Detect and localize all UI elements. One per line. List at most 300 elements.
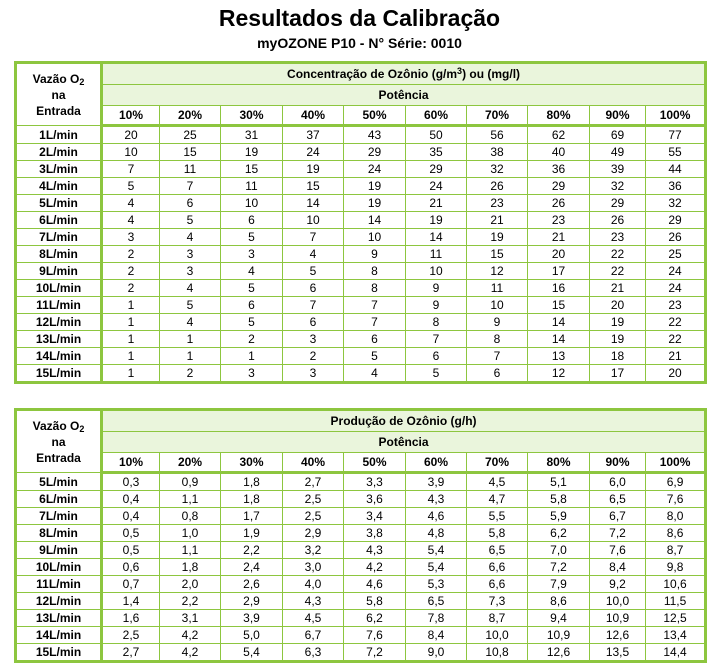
power-column-header: 90% <box>590 453 646 473</box>
table-cell: 7,2 <box>344 644 406 662</box>
table-cell: 4,0 <box>283 576 344 593</box>
table-cell: 69 <box>590 126 646 144</box>
table-cell: 39 <box>590 161 646 178</box>
table-row <box>16 178 706 195</box>
table-cell: 14 <box>283 195 344 212</box>
table-row <box>16 593 706 610</box>
table-cell: 5 <box>221 229 283 246</box>
page-subtitle: myOZONE P10 - N° Série: 0010 <box>257 35 462 51</box>
production-header: Produção de Ozônio (g/h) <box>102 410 706 432</box>
table-cell: 1 <box>102 331 160 348</box>
table-cell: 3 <box>160 246 221 263</box>
table-cell: 36 <box>528 161 590 178</box>
flow-header: Vazão $O_2$ na Entrada <box>16 410 102 473</box>
concentration-table <box>14 61 707 384</box>
table-cell: 23 <box>590 229 646 246</box>
table-row <box>16 212 706 229</box>
table-cell: 1,4 <box>102 593 160 610</box>
table-cell: 2 <box>102 263 160 280</box>
table-cell: 5 <box>221 280 283 297</box>
table-cell: 10,8 <box>467 644 528 662</box>
table-row <box>16 525 706 542</box>
table-cell: 1 <box>102 297 160 314</box>
table-cell: 14 <box>344 212 406 229</box>
table-cell: 3,4 <box>344 508 406 525</box>
table-row <box>16 365 706 383</box>
power-column-header: 30% <box>221 106 283 126</box>
table-row <box>16 610 706 627</box>
table-cell: 4 <box>283 246 344 263</box>
table-cell: 7 <box>344 314 406 331</box>
table-cell: 25 <box>646 246 706 263</box>
table-cell: 1,9 <box>221 525 283 542</box>
table-cell: 29 <box>528 178 590 195</box>
table-cell: 7,2 <box>590 525 646 542</box>
table-cell: 55 <box>646 144 706 161</box>
table-cell: 3 <box>221 365 283 383</box>
table-row <box>16 280 706 297</box>
flow-rate-label: 14L/min <box>16 627 102 644</box>
table-cell: 10 <box>221 195 283 212</box>
table-cell: 5,8 <box>528 491 590 508</box>
table-cell: 7,9 <box>528 576 590 593</box>
table-cell: 9,4 <box>528 610 590 627</box>
flow-rate-label: 4L/min <box>16 178 102 195</box>
table-cell: 36 <box>646 178 706 195</box>
table-cell: 26 <box>467 178 528 195</box>
table-cell: 3 <box>221 246 283 263</box>
flow-rate-label: 10L/min <box>16 559 102 576</box>
table-cell: 3,8 <box>344 525 406 542</box>
table-cell: 8,6 <box>528 593 590 610</box>
table-row <box>16 144 706 161</box>
table-cell: 10 <box>283 212 344 229</box>
table-row <box>16 161 706 178</box>
table-cell: 15 <box>160 144 221 161</box>
table-cell: 23 <box>467 195 528 212</box>
table-cell: 32 <box>590 178 646 195</box>
table-cell: 4 <box>344 365 406 383</box>
table-cell: 38 <box>467 144 528 161</box>
table-row <box>16 314 706 331</box>
table-row <box>16 473 706 491</box>
table-cell: 8 <box>406 314 467 331</box>
power-column-header: 10% <box>102 106 160 126</box>
table-cell: 7 <box>160 178 221 195</box>
table-cell: 6 <box>160 195 221 212</box>
table-cell: 9,2 <box>590 576 646 593</box>
table-cell: 19 <box>406 212 467 229</box>
table-cell: 20 <box>102 126 160 144</box>
table-cell: 19 <box>344 195 406 212</box>
table-cell: 22 <box>646 331 706 348</box>
table-cell: 4 <box>160 280 221 297</box>
table-cell: 7,0 <box>528 542 590 559</box>
table-cell: 1,7 <box>221 508 283 525</box>
table-cell: 5 <box>221 314 283 331</box>
table-cell: 23 <box>646 297 706 314</box>
table-row <box>16 297 706 314</box>
table-cell: 9 <box>406 280 467 297</box>
table-cell: 8 <box>344 280 406 297</box>
table-cell: 3 <box>283 365 344 383</box>
table-cell: 2,7 <box>102 644 160 662</box>
table-cell: 22 <box>590 263 646 280</box>
table-cell: 2,6 <box>221 576 283 593</box>
table-row <box>16 508 706 525</box>
table-cell: 11 <box>160 161 221 178</box>
table-cell: 4,2 <box>160 644 221 662</box>
table-cell: 3 <box>283 331 344 348</box>
table-cell: 21 <box>467 212 528 229</box>
power-column-header: 40% <box>283 106 344 126</box>
table-cell: 14,4 <box>646 644 706 662</box>
table-cell: 19 <box>590 314 646 331</box>
table-cell: 3 <box>160 263 221 280</box>
table-cell: 15 <box>221 161 283 178</box>
table-cell: 2,5 <box>102 627 160 644</box>
table-cell: 21 <box>646 348 706 365</box>
table-cell: 6,0 <box>590 473 646 491</box>
table-cell: 43 <box>344 126 406 144</box>
table-row <box>16 246 706 263</box>
table-cell: 7,6 <box>590 542 646 559</box>
table-cell: 50 <box>406 126 467 144</box>
table-cell: 6 <box>221 297 283 314</box>
flow-rate-label: 8L/min <box>16 525 102 542</box>
table-cell: 15 <box>467 246 528 263</box>
table-cell: 5,9 <box>528 508 590 525</box>
table-cell: 21 <box>590 280 646 297</box>
table-cell: 7 <box>406 331 467 348</box>
power-column-header: 90% <box>590 106 646 126</box>
table-cell: 1,6 <box>102 610 160 627</box>
table-cell: 2,9 <box>221 593 283 610</box>
table-cell: 14 <box>406 229 467 246</box>
table-cell: 2 <box>102 246 160 263</box>
table-cell: 5 <box>344 348 406 365</box>
table-cell: 4 <box>102 212 160 229</box>
table-cell: 2,2 <box>160 593 221 610</box>
power-header: Potência <box>102 85 706 106</box>
table-cell: 5 <box>283 263 344 280</box>
table-cell: 22 <box>646 314 706 331</box>
table-cell: 25 <box>160 126 221 144</box>
table-cell: 24 <box>646 263 706 280</box>
table-cell: 5,4 <box>221 644 283 662</box>
power-header: Potência <box>102 432 706 453</box>
table-cell: 3,0 <box>283 559 344 576</box>
table-cell: 10,0 <box>467 627 528 644</box>
table-cell: 11 <box>467 280 528 297</box>
table-cell: 14 <box>528 314 590 331</box>
table-row <box>16 542 706 559</box>
power-column-header: 20% <box>160 106 221 126</box>
table-cell: 2,4 <box>221 559 283 576</box>
table-cell: 20 <box>646 365 706 383</box>
table-cell: 2,2 <box>221 542 283 559</box>
table-cell: 0,9 <box>160 473 221 491</box>
table-cell: 0,4 <box>102 491 160 508</box>
power-column-header: 60% <box>406 453 467 473</box>
table-cell: 6,5 <box>406 593 467 610</box>
table-cell: 9 <box>467 314 528 331</box>
table-cell: 16 <box>528 280 590 297</box>
table-cell: 19 <box>283 161 344 178</box>
table-cell: 32 <box>646 195 706 212</box>
flow-rate-label: 1L/min <box>16 126 102 144</box>
table-cell: 10,9 <box>528 627 590 644</box>
flow-rate-label: 7L/min <box>16 508 102 525</box>
flow-rate-label: 15L/min <box>16 644 102 662</box>
table-cell: 6,7 <box>283 627 344 644</box>
table-cell: 3,2 <box>283 542 344 559</box>
table-cell: 5,5 <box>467 508 528 525</box>
table-cell: 1,0 <box>160 525 221 542</box>
table-cell: 1 <box>102 365 160 383</box>
power-column-header: 80% <box>528 106 590 126</box>
table-cell: 62 <box>528 126 590 144</box>
table-cell: 5 <box>160 212 221 229</box>
table-cell: 9,8 <box>646 559 706 576</box>
table-cell: 5,1 <box>528 473 590 491</box>
table-cell: 14 <box>528 331 590 348</box>
table-cell: 2,5 <box>283 508 344 525</box>
table-cell: 1,8 <box>221 473 283 491</box>
table-cell: 5,3 <box>406 576 467 593</box>
table-cell: 4 <box>160 229 221 246</box>
flow-rate-label: 13L/min <box>16 610 102 627</box>
table-cell: 4,2 <box>344 559 406 576</box>
table-cell: 8,4 <box>590 559 646 576</box>
table-cell: 20 <box>590 297 646 314</box>
flow-rate-label: 3L/min <box>16 161 102 178</box>
table-cell: 8,6 <box>646 525 706 542</box>
flow-rate-label: 5L/min <box>16 195 102 212</box>
table-cell: 6 <box>467 365 528 383</box>
table-cell: 7,2 <box>528 559 590 576</box>
table-cell: 9 <box>344 246 406 263</box>
table-cell: 1,8 <box>221 491 283 508</box>
table-cell: 1,1 <box>160 542 221 559</box>
flow-rate-label: 12L/min <box>16 593 102 610</box>
table-cell: 4,2 <box>160 627 221 644</box>
table-cell: 2,0 <box>160 576 221 593</box>
table-cell: 7,8 <box>406 610 467 627</box>
table-cell: 4,7 <box>467 491 528 508</box>
table-cell: 6 <box>344 331 406 348</box>
table-cell: 40 <box>528 144 590 161</box>
table-cell: 23 <box>528 212 590 229</box>
flow-rate-label: 11L/min <box>16 576 102 593</box>
table-cell: 1 <box>160 331 221 348</box>
table-cell: 3,9 <box>406 473 467 491</box>
table-cell: 3 <box>102 229 160 246</box>
table-cell: 6,2 <box>344 610 406 627</box>
table-cell: 0,4 <box>102 508 160 525</box>
table-cell: 8 <box>344 263 406 280</box>
table-cell: 37 <box>283 126 344 144</box>
power-column-header: 30% <box>221 453 283 473</box>
table-cell: 4,5 <box>467 473 528 491</box>
power-column-header: 70% <box>467 453 528 473</box>
table-cell: 4 <box>160 314 221 331</box>
table-row <box>16 627 706 644</box>
table-cell: 6,2 <box>528 525 590 542</box>
table-cell: 24 <box>646 280 706 297</box>
table-cell: 8,7 <box>467 610 528 627</box>
table-cell: 17 <box>528 263 590 280</box>
table-cell: 31 <box>221 126 283 144</box>
table-cell: 6,9 <box>646 473 706 491</box>
table-cell: 10 <box>406 263 467 280</box>
power-column-header: 100% <box>646 453 706 473</box>
table-cell: 19 <box>590 331 646 348</box>
flow-rate-label: 14L/min <box>16 348 102 365</box>
table-cell: 9,0 <box>406 644 467 662</box>
table-cell: 6,7 <box>590 508 646 525</box>
table-cell: 1 <box>102 314 160 331</box>
table-cell: 7 <box>344 297 406 314</box>
table-cell: 44 <box>646 161 706 178</box>
power-column-header: 60% <box>406 106 467 126</box>
flow-rate-label: 12L/min <box>16 314 102 331</box>
table-row <box>16 229 706 246</box>
flow-header: Vazão $O_2$ na Entrada <box>16 63 102 126</box>
flow-rate-label: 2L/min <box>16 144 102 161</box>
table-cell: 4 <box>102 195 160 212</box>
table-cell: 6 <box>283 280 344 297</box>
table-cell: 2 <box>160 365 221 383</box>
table-cell: 4,5 <box>283 610 344 627</box>
flow-rate-label: 8L/min <box>16 246 102 263</box>
table-cell: 7,3 <box>467 593 528 610</box>
table-cell: 29 <box>646 212 706 229</box>
table-cell: 13,4 <box>646 627 706 644</box>
table-cell: 19 <box>344 178 406 195</box>
table-cell: 24 <box>344 161 406 178</box>
flow-rate-label: 9L/min <box>16 542 102 559</box>
table-cell: 2,9 <box>283 525 344 542</box>
table-cell: 26 <box>646 229 706 246</box>
table-row <box>16 263 706 280</box>
flow-rate-label: 6L/min <box>16 491 102 508</box>
flow-rate-label: 11L/min <box>16 297 102 314</box>
table-cell: 11,5 <box>646 593 706 610</box>
table-cell: 24 <box>406 178 467 195</box>
table-cell: 5,0 <box>221 627 283 644</box>
table-cell: 11 <box>221 178 283 195</box>
table-cell: 1 <box>221 348 283 365</box>
table-cell: 18 <box>590 348 646 365</box>
power-column-header: 80% <box>528 453 590 473</box>
table-cell: 10,6 <box>646 576 706 593</box>
concentration-header: Concentração de Ozônio $(g/m^3)$ ou (mg/l) <box>102 63 706 85</box>
table-cell: 2,7 <box>283 473 344 491</box>
table-cell: 7,6 <box>646 491 706 508</box>
table-cell: 4,3 <box>344 542 406 559</box>
table-cell: 0,5 <box>102 525 160 542</box>
table-cell: 19 <box>221 144 283 161</box>
table-cell: 77 <box>646 126 706 144</box>
table-row <box>16 576 706 593</box>
table-cell: 10,9 <box>590 610 646 627</box>
table-cell: 29 <box>344 144 406 161</box>
table-cell: 5 <box>160 297 221 314</box>
table-cell: 35 <box>406 144 467 161</box>
table-cell: 13,5 <box>590 644 646 662</box>
table-cell: 6,5 <box>590 491 646 508</box>
table-cell: 5 <box>406 365 467 383</box>
table-cell: 29 <box>406 161 467 178</box>
table-cell: 4,6 <box>344 576 406 593</box>
table-cell: 0,6 <box>102 559 160 576</box>
table-cell: 19 <box>467 229 528 246</box>
table-cell: 21 <box>406 195 467 212</box>
table-cell: 5,8 <box>467 525 528 542</box>
table-cell: 3,6 <box>344 491 406 508</box>
table-row <box>16 331 706 348</box>
power-column-header: 10% <box>102 453 160 473</box>
table-cell: 6 <box>283 314 344 331</box>
table-cell: 13 <box>528 348 590 365</box>
table-cell: 6,5 <box>467 542 528 559</box>
table-cell: 7 <box>283 297 344 314</box>
table-cell: 15 <box>283 178 344 195</box>
table-cell: 2 <box>102 280 160 297</box>
table-cell: 10,0 <box>590 593 646 610</box>
table-cell: 21 <box>528 229 590 246</box>
table-cell: 1 <box>160 348 221 365</box>
table-cell: 2,5 <box>283 491 344 508</box>
table-cell: 12 <box>467 263 528 280</box>
table-cell: 17 <box>590 365 646 383</box>
table-cell: 6,6 <box>467 559 528 576</box>
table-cell: 12,6 <box>528 644 590 662</box>
table-cell: 5 <box>102 178 160 195</box>
table-cell: 8,7 <box>646 542 706 559</box>
table-cell: 6 <box>406 348 467 365</box>
flow-rate-label: 15L/min <box>16 365 102 383</box>
table-cell: 4,3 <box>283 593 344 610</box>
table-cell: 10 <box>467 297 528 314</box>
table-cell: 1 <box>102 348 160 365</box>
table-cell: 8,4 <box>406 627 467 644</box>
table-cell: 4 <box>221 263 283 280</box>
table-cell: 5,8 <box>344 593 406 610</box>
table-cell: 12,5 <box>646 610 706 627</box>
table-cell: 22 <box>590 246 646 263</box>
table-cell: 6,6 <box>467 576 528 593</box>
table-cell: 3,3 <box>344 473 406 491</box>
table-cell: 8,0 <box>646 508 706 525</box>
table-cell: 2 <box>283 348 344 365</box>
table-cell: 24 <box>283 144 344 161</box>
table-cell: 4,3 <box>406 491 467 508</box>
flow-rate-label: 10L/min <box>16 280 102 297</box>
power-column-header: 70% <box>467 106 528 126</box>
table-cell: 7,6 <box>344 627 406 644</box>
power-column-header: 50% <box>344 453 406 473</box>
table-cell: 0,3 <box>102 473 160 491</box>
power-column-header: 100% <box>646 106 706 126</box>
table-cell: 12 <box>528 365 590 383</box>
table-cell: 10 <box>102 144 160 161</box>
table-cell: 9 <box>406 297 467 314</box>
power-column-header: 50% <box>344 106 406 126</box>
table-cell: 4,8 <box>406 525 467 542</box>
table-row <box>16 348 706 365</box>
